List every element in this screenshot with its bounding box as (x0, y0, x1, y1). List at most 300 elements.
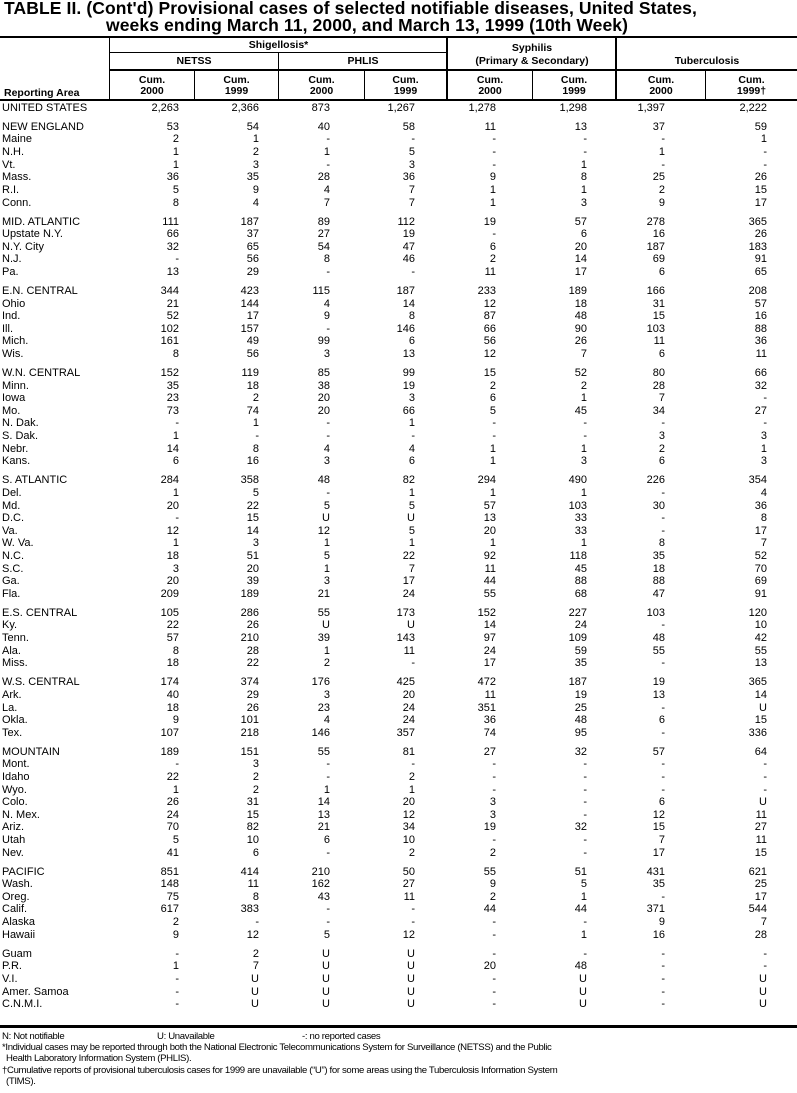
value-cell: 16 (754, 310, 767, 323)
value-cell: 19 (574, 688, 587, 701)
header-bottom-rule (0, 99, 797, 101)
value-cell: 17 (574, 266, 587, 279)
reporting-area-cell: P.R. (2, 960, 22, 973)
reporting-area-cell: MID. ATLANTIC (2, 215, 81, 228)
value-cell: 1 (408, 537, 415, 550)
value-cell: 107 (160, 726, 179, 739)
reporting-area-cell: Wis. (2, 348, 24, 361)
value-cell: 151 (240, 745, 259, 758)
value-cell: 38 (317, 379, 330, 392)
value-cell: 351 (477, 701, 496, 714)
table-row (0, 241, 797, 254)
value-cell: 66 (754, 366, 767, 379)
value-cell: - (411, 657, 415, 670)
value-cell: 294 (477, 474, 496, 487)
value-cell: 18 (574, 297, 587, 310)
table-row (0, 298, 797, 311)
value-cell: 99 (402, 366, 415, 379)
table-row (0, 197, 797, 210)
value-cell: 9 (172, 714, 179, 727)
value-cell: 7 (580, 348, 587, 361)
reporting-area-cell: Ariz. (2, 821, 24, 834)
value-cell: 1 (580, 158, 587, 171)
reporting-area-cell: Upstate N.Y. (2, 228, 63, 241)
value-cell: 32 (574, 821, 587, 834)
value-cell: 48 (574, 310, 587, 323)
value-cell: 27 (754, 821, 767, 834)
value-cell: 37 (652, 120, 665, 133)
legend-unavailable: U: Unavailable (157, 1031, 215, 1042)
value-cell: 13 (574, 120, 587, 133)
value-cell: 189 (240, 588, 259, 600)
value-cell: U (579, 998, 587, 1011)
value-cell: 423 (240, 284, 259, 297)
value-cell: 1 (760, 442, 767, 455)
table-row (0, 487, 797, 500)
value-cell: U (407, 619, 415, 632)
value-cell: 56 (246, 348, 259, 361)
value-cell: 32 (754, 379, 767, 392)
value-cell: 20 (166, 575, 179, 588)
table-row (0, 746, 797, 759)
value-cell: 42 (754, 632, 767, 645)
table-row (0, 525, 797, 538)
value-cell: 174 (160, 676, 179, 689)
value-cell: 1 (172, 158, 179, 171)
value-cell: 47 (652, 588, 665, 600)
value-cell: 5 (172, 834, 179, 847)
value-cell: 118 (569, 550, 587, 563)
value-cell: 21 (166, 297, 179, 310)
value-cell: 6 (658, 266, 665, 279)
value-cell: - (326, 770, 330, 783)
value-cell: 18 (166, 701, 179, 714)
value-cell: 1 (408, 783, 415, 796)
value-cell: 28 (652, 379, 665, 392)
value-cell: 19 (652, 676, 665, 689)
value-cell: 19 (483, 821, 496, 834)
value-cell: 5 (252, 486, 259, 499)
table-row (0, 285, 797, 298)
value-cell: - (492, 834, 496, 847)
value-cell: 4 (760, 486, 767, 499)
value-cell: 18 (246, 379, 259, 392)
value-cell: 8 (252, 442, 259, 455)
value-cell: 173 (396, 606, 415, 619)
value-cell: 12 (317, 524, 330, 537)
value-cell: 1 (580, 537, 587, 550)
value-cell: 336 (748, 726, 767, 739)
value-cell: 1 (580, 890, 587, 903)
value-cell: 56 (246, 253, 259, 266)
value-cell: 120 (748, 606, 767, 619)
value-cell: 27 (317, 228, 330, 241)
value-cell: 148 (160, 878, 179, 891)
value-cell: 52 (574, 366, 587, 379)
reporting-area-cell: W.N. CENTRAL (2, 366, 81, 379)
value-cell: 187 (646, 240, 665, 253)
value-cell: 286 (240, 606, 259, 619)
reporting-area-cell: Okla. (2, 714, 28, 727)
value-cell: 119 (241, 366, 259, 379)
value-cell: 2 (408, 846, 415, 859)
value-cell: - (492, 916, 496, 929)
value-cell: 8 (323, 253, 330, 266)
value-cell: 1 (580, 486, 587, 499)
value-cell: 74 (483, 726, 496, 739)
value-cell: 64 (754, 745, 767, 758)
value-cell: 13 (754, 657, 767, 670)
value-cell: 20 (166, 499, 179, 512)
value-cell: 2 (172, 916, 179, 929)
value-cell: 6 (489, 240, 496, 253)
value-cell: 88 (754, 322, 767, 335)
value-cell: 20 (246, 562, 259, 575)
value-cell: 20 (574, 240, 587, 253)
value-cell: - (661, 701, 665, 714)
value-cell: 75 (166, 890, 179, 903)
value-cell: 21 (317, 588, 330, 600)
value-cell: 161 (160, 335, 179, 348)
value-cell: 24 (402, 588, 415, 600)
value-cell: 15 (754, 714, 767, 727)
reporting-area-cell: Idaho (2, 770, 30, 783)
table-row (0, 821, 797, 834)
value-cell: - (326, 133, 330, 146)
value-cell: - (763, 392, 767, 405)
value-cell: 1,278 (468, 102, 496, 114)
value-cell: 53 (166, 120, 179, 133)
value-cell: 8 (172, 196, 179, 209)
value-cell: 2 (323, 657, 330, 670)
value-cell: 7 (408, 196, 415, 209)
reporting-area-cell: N. Mex. (2, 808, 40, 821)
value-cell: 1 (489, 486, 496, 499)
value-cell: 11 (755, 834, 767, 847)
value-cell: - (492, 972, 496, 985)
value-cell: 8 (172, 348, 179, 361)
table-row (0, 986, 797, 999)
table-row (0, 916, 797, 929)
reporting-area-cell: Calif. (2, 903, 28, 916)
reporting-area-cell: Utah (2, 834, 26, 847)
reporting-area-cell: Conn. (2, 196, 32, 209)
value-cell: 115 (312, 284, 330, 297)
value-cell: 36 (754, 499, 767, 512)
value-cell: 32 (166, 240, 179, 253)
reporting-area-cell: S.C. (2, 562, 24, 575)
value-cell: 28 (246, 644, 259, 657)
footnotes (2, 1031, 797, 1087)
reporting-area-cell: Tex. (2, 726, 23, 739)
value-cell: 14 (754, 688, 767, 701)
value-cell: 2 (489, 379, 496, 392)
value-cell: 22 (166, 619, 179, 632)
value-cell: U (251, 972, 259, 985)
value-cell: 2,222 (739, 102, 767, 114)
value-cell: 2 (172, 133, 179, 146)
value-cell: 85 (317, 366, 330, 379)
value-cell: 1 (252, 417, 259, 430)
value-cell: 187 (240, 215, 259, 228)
value-cell: 233 (477, 284, 496, 297)
table-row (0, 771, 797, 784)
table-row (0, 866, 797, 879)
value-cell: 189 (160, 745, 179, 758)
value-cell: 1 (489, 184, 496, 197)
table-row (0, 847, 797, 860)
value-cell: 59 (574, 644, 587, 657)
table-row (0, 809, 797, 822)
value-cell: 143 (396, 632, 415, 645)
table-row (0, 960, 797, 973)
value-cell: 40 (166, 688, 179, 701)
value-cell: - (661, 133, 665, 146)
value-cell: - (661, 985, 665, 998)
value-cell: 13 (483, 512, 496, 525)
table-row (0, 973, 797, 986)
value-cell: 1 (172, 537, 179, 550)
value-cell: 102 (160, 322, 179, 335)
value-cell: 4 (252, 196, 259, 209)
value-cell: - (583, 430, 587, 443)
reporting-area-cell: W. Va. (2, 537, 34, 550)
value-cell: - (326, 846, 330, 859)
value-cell: 36 (402, 171, 415, 184)
value-cell: 873 (311, 102, 330, 114)
value-cell: 68 (574, 588, 587, 600)
value-cell: 3 (172, 562, 179, 575)
value-cell: 9 (172, 928, 179, 941)
value-cell: 12 (483, 348, 496, 361)
reporting-area-cell: Mass. (2, 171, 32, 184)
table-row (0, 758, 797, 771)
value-cell: 152 (160, 366, 179, 379)
value-cell: 87 (483, 310, 496, 323)
table-row (0, 657, 797, 670)
value-cell: 20 (317, 404, 330, 417)
value-cell: - (326, 486, 330, 499)
value-cell: 2 (489, 890, 496, 903)
table-title-line1: TABLE II. (Cont'd) Provisional cases of selected notifiable diseases, United States, (4, 0, 697, 18)
value-cell: 30 (652, 499, 665, 512)
value-cell: 14 (166, 442, 179, 455)
value-cell: 1 (489, 442, 496, 455)
col-header-tb-2000: Cum. 2000 (647, 74, 675, 97)
value-cell: 1 (580, 442, 587, 455)
table-row (0, 903, 797, 916)
value-cell: 3 (252, 158, 259, 171)
reporting-area-cell: W.S. CENTRAL (2, 676, 80, 689)
value-cell: U (322, 972, 330, 985)
value-cell: 11 (484, 562, 496, 575)
value-cell: 7 (658, 834, 665, 847)
value-cell: 9 (658, 916, 665, 929)
value-cell: 43 (317, 890, 330, 903)
value-cell: 17 (483, 657, 496, 670)
value-cell: - (661, 972, 665, 985)
value-cell: - (411, 133, 415, 146)
value-cell: 226 (646, 474, 665, 487)
value-cell: 88 (652, 575, 665, 588)
reporting-area-cell: Amer. Samoa (2, 985, 69, 998)
value-cell: 13 (317, 808, 330, 821)
reporting-area-cell: Ga. (2, 575, 20, 588)
table-row (0, 878, 797, 891)
value-cell: 3 (658, 430, 665, 443)
value-cell: 105 (160, 606, 179, 619)
reporting-area-cell: Mo. (2, 404, 21, 417)
value-cell: 25 (754, 878, 767, 891)
value-cell: 24 (166, 808, 179, 821)
reporting-area-cell: N.H. (2, 146, 24, 159)
value-cell: 2 (489, 253, 496, 266)
value-cell: - (175, 512, 179, 525)
value-cell: 9 (489, 878, 496, 891)
value-cell: 6 (580, 228, 587, 241)
value-cell: - (583, 947, 587, 960)
table-row (0, 392, 797, 405)
value-cell: 57 (574, 215, 587, 228)
value-cell: 6 (252, 846, 259, 859)
footnote-dagger: †Cumulative reports of provisional tuberculosis cases for 1999 are unavailable (“U”) for some areas using the Tuberculosis Information System (2, 1064, 558, 1076)
value-cell: 89 (317, 215, 330, 228)
value-cell: 490 (568, 474, 587, 487)
value-cell: 2 (489, 846, 496, 859)
shigellosis-header: Shigellosis* (248, 39, 309, 51)
value-cell: 15 (652, 310, 665, 323)
value-cell: 20 (483, 524, 496, 537)
value-cell: 414 (240, 865, 259, 878)
value-cell: 47 (402, 240, 415, 253)
value-cell: 544 (748, 903, 767, 916)
value-cell: 22 (246, 499, 259, 512)
value-cell: 33 (574, 524, 587, 537)
value-cell: 11 (755, 808, 767, 821)
value-cell: 3 (760, 455, 767, 468)
reporting-area-cell: Ark. (2, 688, 22, 701)
value-cell: 157 (240, 322, 259, 335)
value-cell: 28 (317, 171, 330, 184)
reporting-area-cell: Ky. (2, 619, 18, 632)
value-cell: 3 (489, 796, 496, 809)
value-cell: 82 (246, 821, 259, 834)
value-cell: - (492, 783, 496, 796)
value-cell: 146 (311, 726, 330, 739)
reporting-area-cell: N.J. (2, 253, 22, 266)
reporting-area-cell: Ind. (2, 310, 21, 323)
value-cell: 101 (240, 714, 259, 727)
reporting-area-cell: Nebr. (2, 442, 29, 455)
value-cell: 208 (748, 284, 767, 297)
value-cell: 40 (317, 120, 330, 133)
value-cell: 354 (748, 474, 767, 487)
value-cell: 5 (408, 524, 415, 537)
reporting-area-cell: E.N. CENTRAL (2, 284, 78, 297)
value-cell: 431 (646, 865, 665, 878)
value-cell: 55 (652, 644, 665, 657)
value-cell: U (251, 998, 259, 1011)
table-row (0, 323, 797, 336)
value-cell: 1 (489, 455, 496, 468)
value-cell: 66 (483, 322, 496, 335)
value-cell: 1 (323, 783, 330, 796)
value-cell: 3 (580, 196, 587, 209)
value-cell: - (411, 916, 415, 929)
value-cell: 10 (246, 834, 259, 847)
value-cell: 19 (402, 228, 415, 241)
value-cell: 13 (402, 348, 415, 361)
footnote-star: *Individual cases may be reported through both the National Electronic Telecommunications System for Surveillance (NETSS) and the Public (2, 1042, 552, 1054)
reporting-area-cell: Ohio (2, 297, 26, 310)
value-cell: 92 (483, 550, 496, 563)
value-cell: - (326, 322, 330, 335)
table-row (0, 405, 797, 418)
value-cell: - (175, 417, 179, 430)
value-cell: 24 (483, 644, 496, 657)
reporting-area-cell: Del. (2, 486, 22, 499)
reporting-area-cell: Kans. (2, 455, 31, 468)
table-row (0, 310, 797, 323)
table-row (0, 537, 797, 550)
value-cell: 19 (483, 215, 496, 228)
value-cell: - (583, 133, 587, 146)
legend-not-notifiable: N: Not notifiable (2, 1031, 65, 1042)
table-row (0, 607, 797, 620)
value-cell: 4 (323, 184, 330, 197)
value-cell: 166 (646, 284, 665, 297)
reporting-area-cell: D.C. (2, 512, 24, 525)
table-row (0, 253, 797, 266)
value-cell: 45 (574, 562, 587, 575)
reporting-area-cell: Alaska (2, 916, 36, 929)
table-row (0, 335, 797, 348)
reporting-area-cell: S. ATLANTIC (2, 474, 68, 487)
col-header-tb-1999: Cum. 1999† (736, 74, 767, 97)
value-cell: - (326, 158, 330, 171)
value-cell: - (661, 486, 665, 499)
value-cell: 5 (408, 499, 415, 512)
value-cell: 8 (760, 512, 767, 525)
value-cell: - (661, 758, 665, 771)
value-cell: 57 (483, 499, 496, 512)
value-cell: 12 (246, 928, 259, 941)
value-cell: - (763, 960, 767, 973)
table-row (0, 727, 797, 740)
value-cell: 97 (483, 632, 496, 645)
value-cell: - (492, 146, 496, 159)
value-cell: 152 (477, 606, 496, 619)
value-cell: 32 (574, 745, 587, 758)
value-cell: 14 (246, 524, 259, 537)
value-cell: 65 (754, 266, 767, 279)
value-cell: 3 (580, 455, 587, 468)
footnote-star-cont: Health Laboratory Information System (PHLIS). (6, 1053, 192, 1065)
value-cell: 7 (252, 960, 259, 973)
value-cell: - (411, 430, 415, 443)
col-header-syphilis-2000: Cum. 2000 (476, 74, 504, 97)
reporting-area-cell: Colo. (2, 796, 28, 809)
value-cell: 65 (246, 240, 259, 253)
value-cell: 4 (323, 714, 330, 727)
value-cell: 11 (755, 348, 767, 361)
legend-no-cases: -: no reported cases (302, 1031, 381, 1042)
value-cell: 24 (402, 714, 415, 727)
value-cell: 20 (483, 960, 496, 973)
reporting-area-cell: N.C. (2, 550, 24, 563)
value-cell: 371 (646, 903, 665, 916)
value-cell: 1 (760, 133, 767, 146)
